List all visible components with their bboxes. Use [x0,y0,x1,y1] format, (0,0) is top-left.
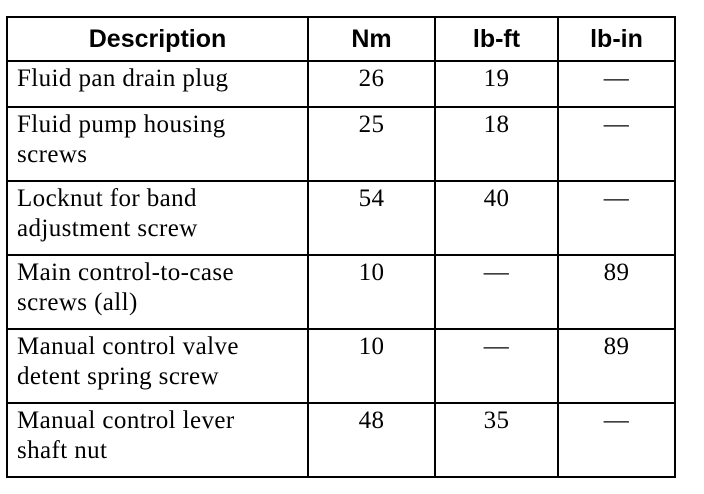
table-row [7,181,675,255]
lb-ft-cell: — [435,255,558,329]
description-line: Fluid pan drain plug [17,65,229,92]
lb-ft-cell: 35 [435,403,558,477]
nm-cell: 54 [308,181,435,255]
nm-cell: 25 [308,107,435,181]
description-line: Manual control valve [17,333,239,360]
table-row [7,61,675,107]
description-line: Main control-to-case [17,259,234,286]
lb-in-cell: — [558,181,675,255]
description-line: adjustment screw [17,215,198,242]
description-line: screws (all) [17,289,138,316]
torque-spec-table [6,16,676,478]
lb-in-cell: — [558,403,675,477]
header-description: Description [7,17,308,61]
lb-in-cell: 89 [558,255,675,329]
description-line: Manual control lever [17,407,235,434]
lb-ft-cell: 19 [435,61,558,107]
lb-ft-cell: — [435,329,558,403]
nm-cell: 10 [308,255,435,329]
nm-cell: 48 [308,403,435,477]
table-row [7,329,675,403]
header-lb-in: lb-in [558,17,675,61]
table-row [7,255,675,329]
description-cell [7,181,308,255]
description-cell [7,255,308,329]
header-row [7,17,675,61]
description-line: Locknut for band [17,185,197,212]
nm-cell: 10 [308,329,435,403]
description-cell [7,329,308,403]
table-row [7,403,675,477]
description-line: Fluid pump housing [17,111,226,138]
lb-in-cell: — [558,61,675,107]
lb-ft-cell: 18 [435,107,558,181]
description-line: screws [17,141,88,168]
nm-cell: 26 [308,61,435,107]
table-row [7,107,675,181]
description-cell [7,107,308,181]
header-lb-ft: lb-ft [435,17,558,61]
lb-in-cell: 89 [558,329,675,403]
description-line: detent spring screw [17,363,219,390]
lb-ft-cell: 40 [435,181,558,255]
description-cell [7,403,308,477]
description-cell [7,61,308,107]
header-nm: Nm [308,17,435,61]
lb-in-cell: — [558,107,675,181]
description-line: shaft nut [17,437,108,464]
